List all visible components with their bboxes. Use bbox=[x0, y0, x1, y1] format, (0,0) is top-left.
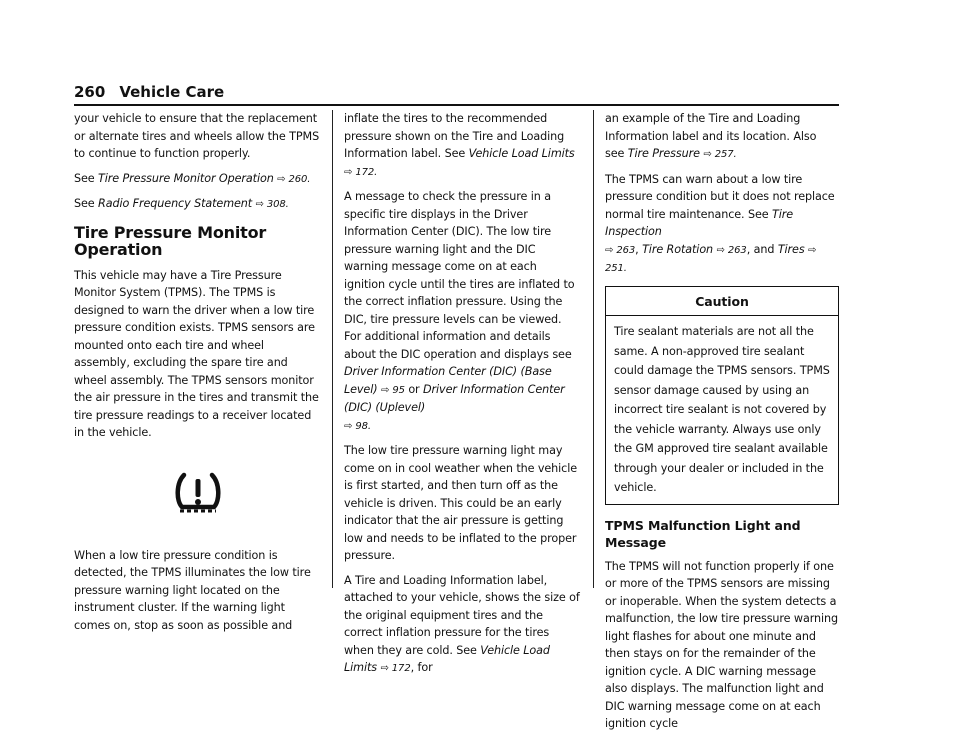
page-reference[interactable]: ⇨ 263 bbox=[605, 244, 636, 256]
cross-reference-link[interactable]: Tires bbox=[777, 242, 805, 256]
caution-box bbox=[605, 286, 839, 505]
see-prefix: See bbox=[74, 171, 99, 185]
paragraph: an example of the Tire and Loading Information label and its location. Also see Tire Pressure ⇨ 257. bbox=[605, 112, 817, 160]
column-1 bbox=[74, 110, 322, 641]
column-divider-2 bbox=[593, 110, 594, 588]
paragraph: When a low tire pressure condition is detected, the TPMS illuminates the low tire pressure warning light located on the instrument cluster. If the warning light comes on, stop as soon as possible and bbox=[74, 548, 311, 632]
column-2 bbox=[344, 110, 580, 685]
cross-reference-link[interactable]: Tire Rotation bbox=[642, 242, 714, 256]
page-reference[interactable]: ⇨ 251. bbox=[605, 244, 817, 274]
tpms-icon-figure bbox=[74, 449, 322, 541]
paragraph: The TPMS can warn about a low tire pressure condition but it does not replace normal tire maintenance. See Tire Inspection ⇨ 263, Tire Rotation ⇨ 263, and Tires ⇨ 251. bbox=[605, 172, 835, 274]
page-reference[interactable]: ⇨ 308. bbox=[255, 199, 289, 210]
paragraph: your vehicle to ensure that the replacement or alternate tires and wheels allow the TPMS to continue to function properly. bbox=[74, 112, 320, 160]
column-divider-1 bbox=[332, 110, 333, 588]
caution-title: Caution bbox=[606, 287, 838, 317]
cross-reference-link[interactable]: Vehicle Load Limits bbox=[344, 643, 550, 674]
cross-reference-link[interactable]: Tire Inspection bbox=[605, 207, 794, 238]
cross-reference-link[interactable]: Driver Information Center (DIC) (Uplevel) bbox=[344, 382, 565, 414]
page-header bbox=[74, 82, 839, 101]
cross-reference-link[interactable]: Radio Frequency Statement bbox=[98, 197, 253, 210]
subsection-title: TPMS Malfunction Light and Message bbox=[605, 517, 801, 550]
paragraph: This vehicle may have a Tire Pressure Monitor System (TPMS). The TPMS is designed to warn the driver when a low tire pressure condition exists. TPMS sensors are mounted onto each tire and wheel assembly, excluding the spare tire and wheel assembly. The TPMS sensors monitor the air pressure in the tires and transmit the tire pressure readings to a receiver located in the vehicle. bbox=[74, 268, 319, 439]
page-number: 260 bbox=[74, 83, 106, 101]
cross-reference-link[interactable]: Tire Pressure bbox=[627, 147, 700, 160]
header-rule bbox=[74, 104, 839, 106]
column-3 bbox=[605, 110, 839, 740]
see-prefix: See bbox=[74, 197, 99, 210]
low-tire-pressure-warning-icon bbox=[170, 467, 226, 523]
cross-reference-link[interactable]: Vehicle Load Limits bbox=[468, 147, 575, 160]
page-reference[interactable]: ⇨ 172 bbox=[380, 663, 411, 674]
see-also bbox=[74, 195, 322, 214]
section-title: Tire Pressure Monitor Operation bbox=[74, 222, 267, 259]
page-reference[interactable]: ⇨ 260. bbox=[277, 173, 311, 185]
cross-reference-link[interactable]: Tire Pressure Monitor Operation bbox=[98, 171, 274, 185]
see-also bbox=[74, 170, 322, 189]
paragraph: The low tire pressure warning light may come on in cool weather when the vehicle is first started, and then turn off as the vehicle is driven. This could be an early indicator that the air pressure is getting low and needs to be inflated to the proper pressure. bbox=[344, 444, 578, 562]
paragraph: A Tire and Loading Information label, attached to your vehicle, shows the size of the original equipment tires and the correct inflation pressure for the tires when they are cold. See Vehicle Load Limits ⇨ 172, for bbox=[344, 573, 580, 674]
paragraph: inflate the tires to the recommended pressure shown on the Tire and Loading Information label. See Vehicle Load Limits ⇨ 172. bbox=[344, 112, 575, 178]
paragraph: A message to check the pressure in a specific tire displays in the Driver Information Center (DIC). The low tire pressure warning light and the DIC warning message come on at each ignition cycle until the tires are inflated to the correct inflation pressure. Using the DIC, tire pressure levels can be viewed. For additional information and details about the DIC operation and displays see Driver Information Center (DIC) (Base Level) ⇨ 95 or Driver Information Center (DIC) (Uplevel) ⇨ 98. bbox=[344, 190, 575, 432]
page-reference[interactable]: ⇨ 95 bbox=[380, 384, 405, 396]
page-reference[interactable]: ⇨ 98. bbox=[344, 420, 371, 432]
page-reference[interactable]: ⇨ 172. bbox=[344, 166, 378, 178]
chapter-title: Vehicle Care bbox=[119, 83, 225, 101]
page-reference[interactable]: ⇨ 263 bbox=[716, 244, 747, 256]
page-reference[interactable]: ⇨ 257. bbox=[703, 149, 737, 160]
paragraph: The TPMS will not function properly if one or more of the TPMS sensors are missing or inoperable. When the system detects a malfunction, the low tire pressure warning light flashes for about one minute and then stays on for the remainder of the ignition cycle. A DIC warning message also displays. The malfunction light and DIC warning message come on at each ignition cycle bbox=[605, 559, 839, 730]
caution-body: Tire sealant materials are not all the same. A non-approved tire sealant could damage the TPMS sensors. TPMS sensor damage caused by using an incorrect tire sealant is not covered by the vehicle warranty. Always use only the GM approved tire sealant available through your dealer or included in the vehicle. bbox=[614, 325, 830, 494]
cross-reference-link[interactable]: Driver Information Center (DIC) (Base Level) bbox=[344, 365, 552, 396]
